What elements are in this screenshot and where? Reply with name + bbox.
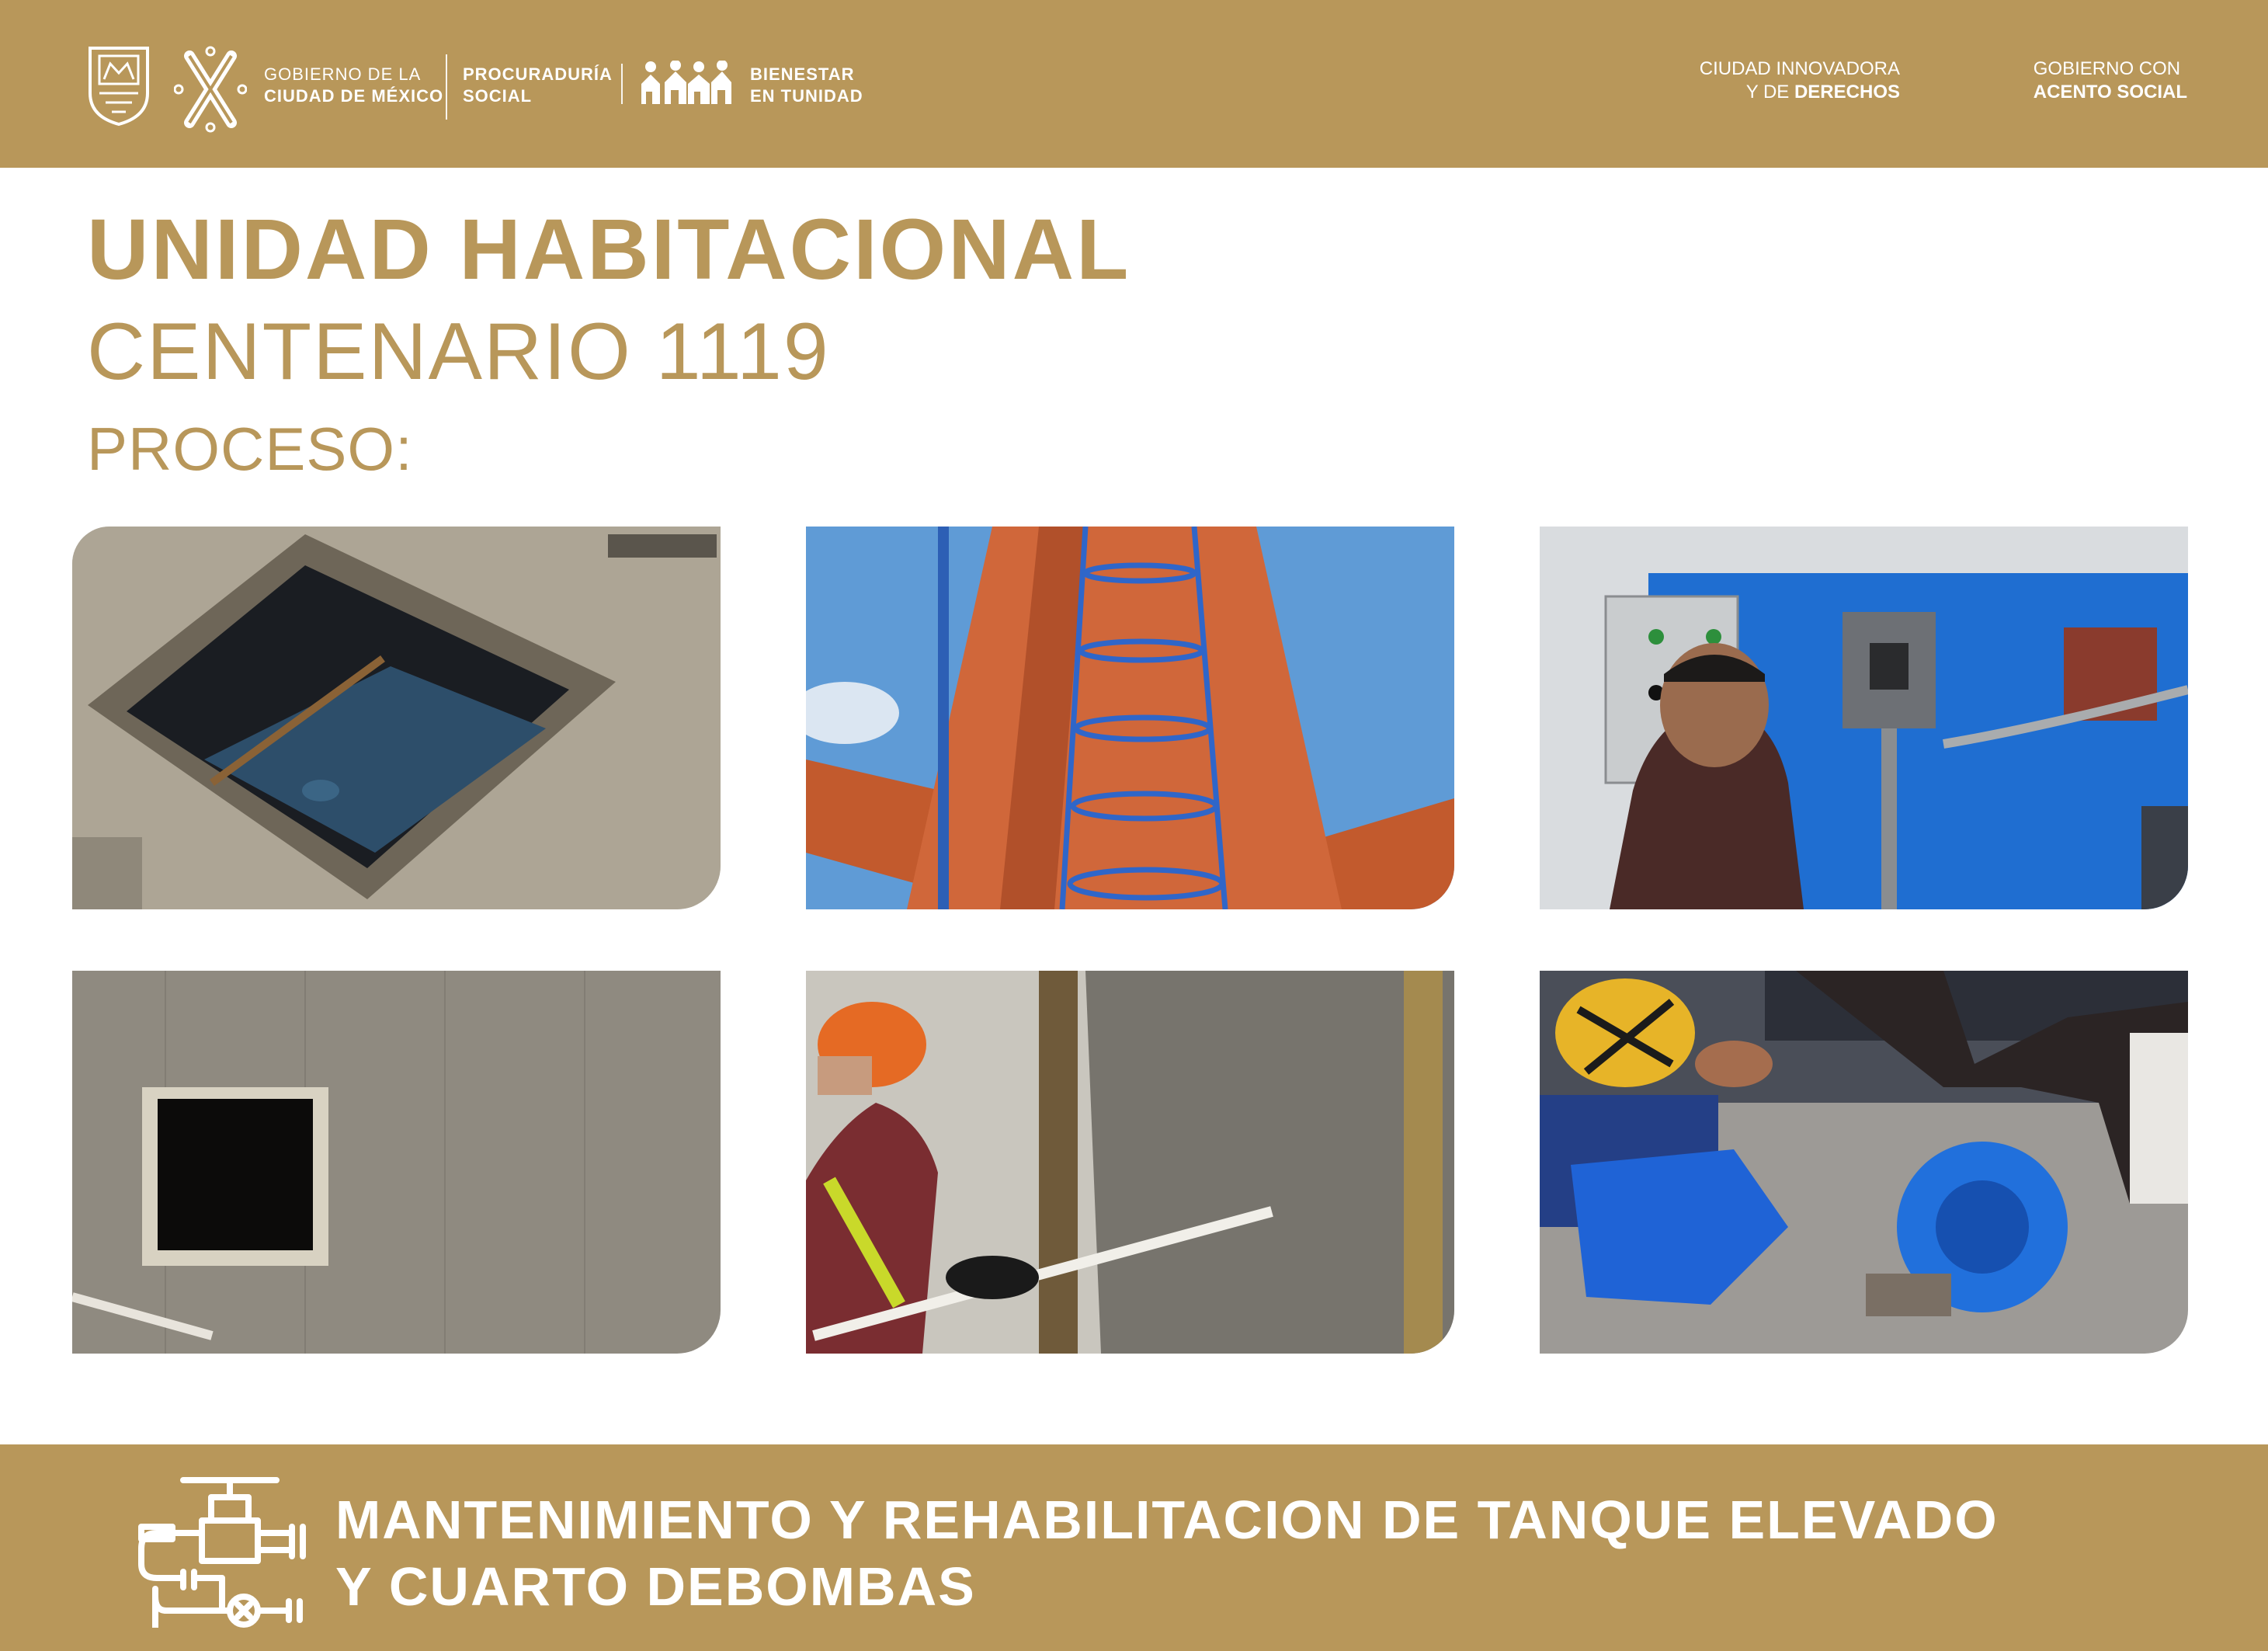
bienestar-line-2: EN TUNIDAD <box>750 86 863 106</box>
bienestar-line-1: BIENESTAR <box>750 64 855 84</box>
gobierno-line-1: GOBIERNO DE LA <box>264 64 422 84</box>
section-label: PROCESO: <box>87 415 413 483</box>
slogan-innovadora-line-2a: Y DE <box>1745 82 1794 103</box>
slogan-acento-social <box>2034 57 2187 104</box>
footer-bar <box>0 1444 2268 1651</box>
slogan-innovadora <box>1700 57 1900 104</box>
coat-of-arms-icon <box>87 45 151 127</box>
header-bar <box>0 0 2268 168</box>
gobierno-line-2: CIUDAD DE MÉXICO <box>264 86 444 106</box>
page-subtitle: CENTENARIO 1119 <box>87 307 830 397</box>
bienestar-label <box>750 64 863 107</box>
procuraduria-line-2: SOCIAL <box>463 86 533 106</box>
elevated-tank-tower-photo <box>806 527 1454 909</box>
footer-line-2: Y CUARTO DEBOMBAS <box>335 1556 976 1617</box>
cistern-hatch-photo <box>72 527 721 909</box>
houses-icon <box>640 61 731 106</box>
cdmx-logo-icon <box>174 45 247 134</box>
footer-description <box>335 1486 1999 1620</box>
procuraduria-social-label <box>463 64 613 107</box>
header-divider <box>446 54 447 120</box>
page-title: UNIDAD HABITACIONAL <box>87 202 1131 297</box>
slogan-innovadora-line-1: CIUDAD INNOVADORA <box>1699 58 1900 79</box>
slogan-acento-line-2: ACENTO SOCIAL <box>2033 82 2187 103</box>
tank-wall-opening-photo <box>72 971 721 1354</box>
slogan-innovadora-line-2b: DERECHOS <box>1794 82 1900 103</box>
procuraduria-line-1: PROCURADURÍA <box>463 64 613 84</box>
pipes-valve-icon <box>137 1472 315 1628</box>
header-divider <box>621 64 623 104</box>
electrical-panel-photo <box>1540 527 2188 909</box>
worker-painting-photo <box>806 971 1454 1354</box>
slogan-acento-line-1: GOBIERNO CON <box>2033 58 2181 79</box>
pump-repair-photo <box>1540 971 2188 1354</box>
gobierno-cdmx-label <box>264 64 443 107</box>
footer-line-1: MANTENIMIENTO Y REHABILITACION DE TANQUE ELEVADO <box>335 1489 1999 1550</box>
